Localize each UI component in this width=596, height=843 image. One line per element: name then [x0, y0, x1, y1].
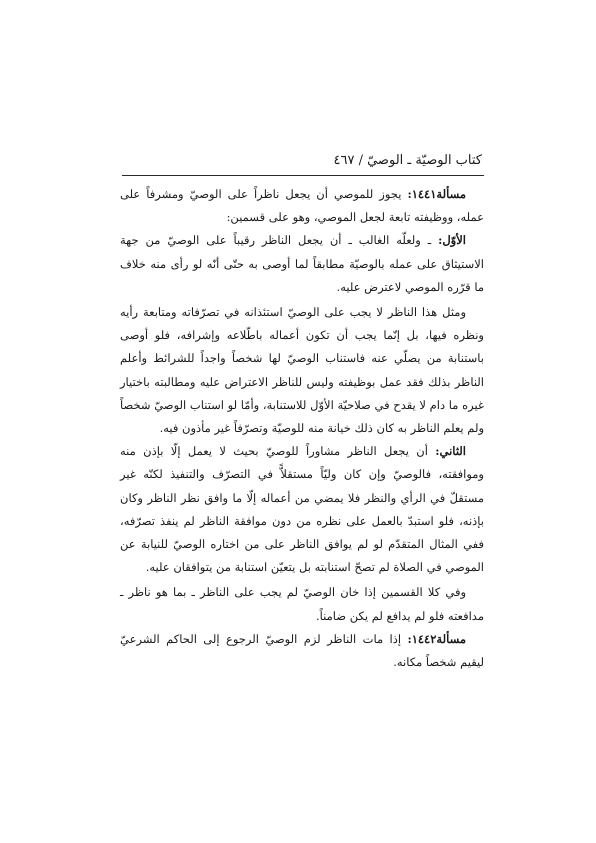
masala-1441-paragraph	[120, 183, 484, 229]
masala-1441-heading: مسألة١٤٤١:	[407, 187, 466, 201]
page-body	[120, 183, 484, 674]
second-section-text: أن يجعل الناظر مشاوراً للوصيّ بحيث لا يعمل إلّا بإذن منه وموافقته، فالوصيّ وإن كان وليّاً مستقلاًّ في التصرّف والتنفيذ لكنّه غير مستقلّ في الرأي والنظر فلا يمضي من أعماله إلّا ما وافق نظر الناظر وكان بإذنه، فلو استبدّ بالعمل على نظره من دون موافقة الناظر لم ينفذ تصرّفه، ففي المثال المتقدّم لو لم يوافق الناظر على من اختاره الوصيّ للنيابة عن الموصي في الصلاة لم تصحّ استنابته بل يتعيّن استنابة من يتوافقان عليه.	[120, 444, 484, 575]
first-section-paragraph	[120, 229, 484, 299]
masala-1441-text: يجوز للموصي أن يجعل ناظراً على الوصيّ ومشرفاً على عمله، ووظيفته تابعة لجعل الموصي، وهو على قسمين:	[120, 187, 484, 225]
header-rule	[122, 175, 484, 176]
running-header: كتاب الوصيّة ـ الوصيّ / ٤٦٧	[333, 153, 482, 168]
first-section-heading: الأوّل:	[438, 233, 466, 248]
second-section-paragraph	[120, 440, 484, 579]
first-section-text: ـ ولعلّه الغالب ـ أن يجعل الناظر رقيباً على الوصيّ من جهة الاستيثاق على عمله بالوصيّة مطابقاً لما أوصى به حتّى أنّه لو رأى منه خلاف ما قرّره الموصي لاعترض عليه.	[120, 233, 484, 294]
masala-1442-heading: مسألة١٤٤٢:	[407, 631, 466, 646]
mithl-paragraph: ومثل هذا الناظر لا يجب على الوصيّ استئذانه في تصرّفاته ومتابعة رأيه ونظره فيها، بل إنّما يجب أن تكون أعماله باطّلاعه وإشرافه، فلو أوصى باستنابة من يصلّي عنه فاستناب الوصيّ لها شخصاً واجداً للشرائط وأعلم الناظر بذلك فقد عمل بوظيفته وليس للناظر الاعتراض عليه ومطالبته باختيار غيره ما دام لا يقدح في صلاحيّة الأوّل للاستنابة، وأمّا لو استناب الوصيّ شخصاً ولم يعلم الناظر به كان ذلك خيانة منه للوصيّة وتصرّفاً غير مأذون فيه.	[120, 305, 484, 436]
masala-1442-text: إذا مات الناظر لزم الوصيّ الرجوع إلى الحاكم الشرعيّ ليقيم شخصاً مكانه.	[120, 631, 484, 670]
kila-paragraph: وفي كلا القسمين إذا خان الوصيّ لم يجب على الناظر ـ بما هو ناظر ـ مدافعته فلو لم يدافع لم يكن ضامناً.	[120, 585, 484, 623]
masala-1442-paragraph	[120, 628, 484, 674]
second-section-heading: الثاني:	[435, 444, 466, 459]
